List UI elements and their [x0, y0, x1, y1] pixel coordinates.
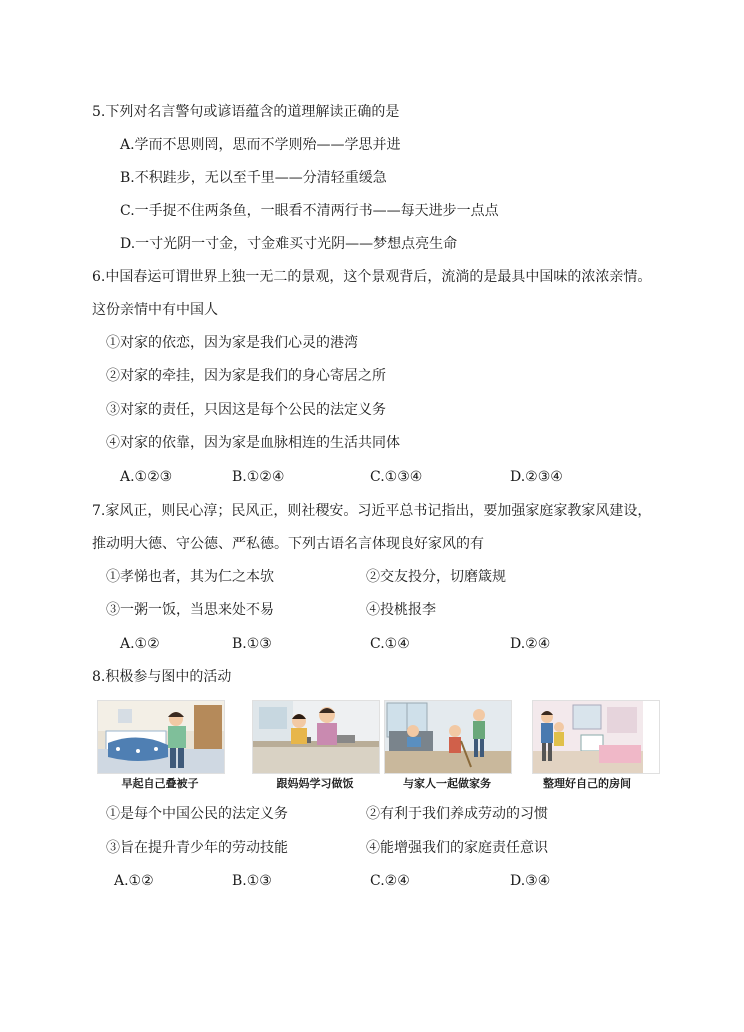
q5-option-b: B.不积跬步，无以至千里——分清轻重缓急 [120, 170, 387, 186]
caption-folding-quilt: 早起自己叠被子 [121, 777, 199, 790]
q5-option-c: C.一手捉不住两条鱼，一眼看不清两行书——每天进步一点点 [120, 203, 499, 219]
q6-choice-d: D.②③④ [510, 469, 563, 485]
illustration-housework [384, 700, 512, 774]
q6-item-4: ④对家的依靠，因为家是血脉相连的生活共同体 [106, 435, 400, 451]
q8-choice-b: B.①③ [232, 873, 272, 889]
q8-choice-c: C.②④ [370, 873, 410, 889]
caption-cooking: 跟妈妈学习做饭 [276, 777, 354, 790]
q6-item-3: ③对家的责任，只因这是每个公民的法定义务 [106, 402, 386, 418]
q6-item-2: ②对家的牵挂，因为家是我们的身心寄居之所 [106, 368, 386, 384]
q5-option-d: D.一寸光阴一寸金，寸金难买寸光阴——梦想点亮生命 [120, 236, 458, 252]
q5-stem: 5.下列对名言警句或谚语蕴含的道理解读正确的是 [92, 104, 400, 120]
caption-housework: 与家人一起做家务 [403, 777, 491, 790]
q6-stem-line1: 6.中国春运可谓世界上独一无二的景观，这个景观背后，流淌的是最具中国味的浓浓亲情。 [92, 269, 652, 285]
q6-choice-a: A.①②③ [120, 469, 173, 485]
q7-choice-b: B.①③ [232, 636, 272, 652]
q8-choice-d: D.③④ [510, 873, 551, 889]
q8-choice-a: A.①② [114, 873, 154, 889]
q7-choice-c: C.①④ [370, 636, 410, 652]
q7-item-2: ②交友投分，切磨箴规 [366, 569, 506, 585]
q5-option-a: A.学而不思则罔，思而不学则殆——学思并进 [120, 137, 401, 153]
illustration-folding-quilt [97, 700, 225, 774]
q6-stem-line2: 这份亲情中有中国人 [92, 302, 218, 318]
caption-tidy-room: 整理好自己的房间 [543, 777, 631, 790]
illustration-cooking [252, 700, 380, 774]
q7-item-3: ③一粥一饭，当思来处不易 [106, 602, 274, 618]
illustration-tidy-room [532, 700, 660, 774]
q6-item-1: ①对家的依恋，因为家是我们心灵的港湾 [106, 335, 358, 351]
q6-choice-b: B.①②④ [232, 469, 285, 485]
q8-item-3: ③旨在提升青少年的劳动技能 [106, 840, 288, 856]
q6-choice-c: C.①③④ [370, 469, 423, 485]
q8-item-4: ④能增强我们的家庭责任意识 [366, 840, 548, 856]
q8-item-1: ①是每个中国公民的法定义务 [106, 806, 288, 822]
q7-item-1: ①孝悌也者，其为仁之本欤 [106, 569, 274, 585]
q7-choice-a: A.①② [120, 636, 160, 652]
q8-stem: 8.积极参与图中的活动 [92, 669, 232, 685]
q7-stem-line1: 7.家风正，则民心淳；民风正，则社稷安。习近平总书记指出，要加强家庭家教家风建设， [92, 503, 652, 519]
q7-stem-line2: 推动明大德、守公德、严私德。下列古语名言体现良好家风的有 [92, 536, 484, 552]
q8-item-2: ②有利于我们养成劳动的习惯 [366, 806, 548, 822]
q7-item-4: ④投桃报李 [366, 602, 436, 618]
q7-choice-d: D.②④ [510, 636, 551, 652]
